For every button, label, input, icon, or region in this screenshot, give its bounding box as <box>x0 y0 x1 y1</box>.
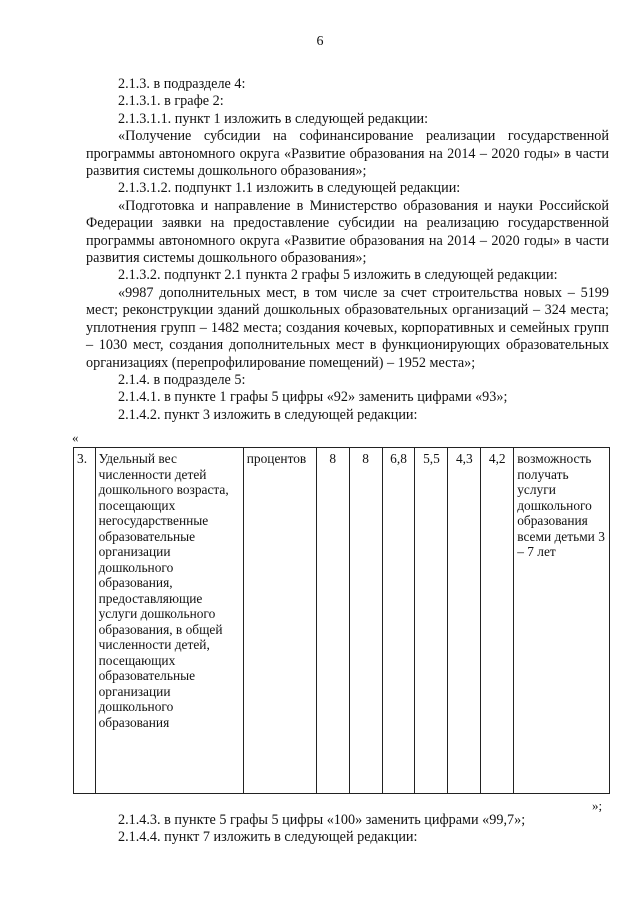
unit-cell: процентов <box>243 448 316 794</box>
paragraph: 2.1.4.3. в пункте 5 графы 5 цифры «100» заменить цифрами «99,7»; <box>118 812 526 828</box>
indicator-name: Удельный вес численности детей дошкольного возраста, посещающих негосударственные образовательные организации дошкольного образования, предоставляющие услуги дошкольного образования, в общей численности детей, посещающих образовательные организации дошкольного образования <box>95 448 243 794</box>
paragraph: 2.1.4. в подразделе 5: <box>118 371 246 388</box>
document-body-top <box>86 76 609 424</box>
paragraph: «9987 дополнительных мест, в том числе за счет строительства новых – 5199 мест; реконструкции зданий дошкольных образовательных организаций – 324 места; уплотнения групп – 1482 места; создания кочевых, корпоративных и семейных групп – 1030 мест, создания дополнительных мест в функционирующих образовательных организациях (перепрофилирование помещений) – 1952 места»; <box>86 284 609 371</box>
paragraph: «Получение субсидии на софинансирование реализации государственной программы автономного округа «Развитие образования на 2014 – 2020 годы» в части развития системы дошкольного образования»; <box>86 128 609 180</box>
quote-close-mark: »; <box>592 798 603 813</box>
table-row <box>74 448 610 794</box>
indicator-table <box>73 447 610 794</box>
quote-open-mark: « <box>72 430 79 445</box>
value-cell: 4,3 <box>448 448 481 794</box>
paragraph: 2.1.3.2. подпункт 2.1 пункта 2 графы 5 изложить в следующей редакции: <box>118 267 558 284</box>
row-number: 3. <box>74 448 96 794</box>
document-body-bottom <box>86 812 609 847</box>
value-cell: 4,2 <box>481 448 514 794</box>
paragraph: 2.1.4.4. пункт 7 изложить в следующей редакции: <box>118 829 418 846</box>
paragraph: 2.1.3. в подразделе 4: <box>118 76 246 92</box>
paragraph: 2.1.3.1.2. подпункт 1.1 изложить в следующей редакции: <box>118 180 461 197</box>
paragraph: 2.1.3.1.1. пункт 1 изложить в следующей редакции: <box>118 110 429 127</box>
paragraph: 2.1.3.1. в графе 2: <box>118 93 224 110</box>
value-cell: 5,5 <box>415 448 448 794</box>
paragraph: 2.1.4.1. в пункте 1 графы 5 цифры «92» заменить цифрами «93»; <box>118 389 508 406</box>
note-cell: возможность получать услуги дошкольного образования всеми детьми 3 – 7 лет <box>514 448 610 794</box>
value-cell: 8 <box>316 448 349 794</box>
value-cell: 6,8 <box>382 448 415 794</box>
paragraph: «Подготовка и направление в Министерство образования и науки Российской Федерации заявки на предоставление субсидии на реализацию государственной программы автономного округа «Развитие образования на 2014 – 2020 годы» в части развития системы дошкольного образования»; <box>86 197 609 267</box>
page-number: 6 <box>316 34 324 49</box>
paragraph: 2.1.4.2. пункт 3 изложить в следующей редакции: <box>118 406 418 423</box>
value-cell: 8 <box>349 448 382 794</box>
